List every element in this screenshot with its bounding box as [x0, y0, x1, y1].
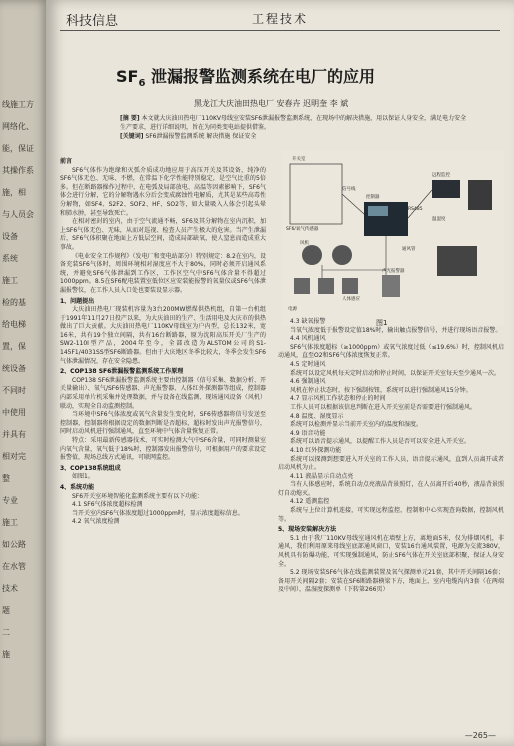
previous-page-text: 设备 [2, 232, 18, 241]
abstract-text: 本文就大庆油田热电厂110KV母线室安装SF6泄漏报警监测系统，在现场中的解决措施，用以保证人身安全，满足电力安全生产要求，进行详细说明，旨在为同类变电站提供借鉴。 [120, 115, 467, 131]
previous-page-text: 施，相 [2, 188, 26, 197]
paragraph: 当有人体感应时，系统自动点亮液晶背景照灯，在人员离开后40秒，液晶背景照灯自动熄灭。 [278, 481, 504, 497]
previous-page-text: 其操作系 [2, 166, 34, 175]
previous-page-text: 中使用 [2, 408, 26, 417]
section-heading: 1、问题提出 [60, 297, 95, 305]
figure-label: 电源 [288, 307, 297, 312]
paragraph: 《电业安全工作规程》（发电厂和变电站部分）特别规定：8.2在室内，设备充装SF6气体时，周围环境相对湿度应不大于80%，同时必须开启通风系统，并避免SF6气体泄漏到工作区，工作区空气中SF6气体含量不得超过1000ppm。8.5在SF6配电装置室低位区应安装能报警的氧量仪或SF6气体泄漏报警仪，在工作人员入口处也要装设显示器。 [60, 252, 266, 294]
sensor-icon [294, 278, 310, 294]
paragraph: 4.8 温度、湿度显示 [290, 412, 344, 420]
tower-pc-icon [468, 180, 492, 210]
paragraph: SF6气体浓度超标（≥1000ppm）或氧气浓度过低（≤19.6%）时，控制风机启动通风，直至O2和SF6气体浓度恢复正常。 [278, 343, 504, 360]
previous-page-text: 并具有 [2, 430, 26, 439]
paragraph: COP138 SF6泄漏报警监测系统主要由控制器（信号采集、数据分析、开关量输出）、氧气/SF6传感器、声光报警器、人体红外探测器等组成，控制器内部采用单片机采集并处理数据，并与设备在线监测、现场通风设备（风机）联动，实现全自动监测控制。 [60, 376, 266, 410]
figure-label: 远程监控 [432, 173, 450, 178]
previous-page-text: 线施工方 [2, 100, 34, 109]
figure-label: 开关室 [292, 157, 306, 162]
previous-page-text: 整 [2, 474, 10, 483]
right-column [278, 318, 504, 595]
system-diagram [282, 150, 504, 325]
previous-page-text: 施工 [2, 518, 18, 527]
paragraph: 大庆油田热电厂现装机容量为3台200MW燃煤供热机组，自第一台机组于1991年11月27日投产以来，为大庆油田的生产、生活用电及大庆市的供热做出了巨大贡献。大庆油田热电厂110KV母线室为户内型，总长132米，宽16米，共有19个独立间隔，共有16台断路器，原为沈阳高压开关厂生产的SW2-110I型产品，2004年至今，全部改造为ALSTOM公司的S1-145F1/4031SS型SF6断路器。但由于大庆地区冬季比较大，冬季会发生SF6气体泄漏情况，存在安全隐患。 [60, 306, 266, 365]
previous-page-text: 如公路 [2, 540, 26, 549]
paragraph: 4.9 语音功能 [290, 429, 326, 437]
paragraph: 特点：采用最新传感器技术，可实时检测大气中SF6含量，可同时测量室内氧气含量，氧气低于18%时，控制器发出报警信号，可根据用户的要求设定报警值，现场总线方式通讯，可联网监控。 [60, 437, 266, 462]
figure-caption: 图1 [376, 319, 388, 327]
sensor-icon-2 [318, 278, 334, 294]
paragraph: 5.2 现场安装SF6气体在线监测装置及氧气探测单元21套，其中开关间隔16套；备用开关间隔2套；安装在SF6断路器横梁下方，地面上，室内电缆沟内3套（在两端及中间），温湿度探测单（下转第266页） [278, 569, 504, 594]
paragraph: 当环境中SF6气体浓度或氧气含量发生变化时，SF6传感器将信号发送至控制器，控制器将根据设定的数据判断是否超标，超标时发出声光报警信号，同时启动风机进行强制通风，直至环境中气体含量恢复正常。 [60, 411, 266, 436]
figure-label: 控制器 [366, 195, 380, 200]
paragraph: 在相对密封的室内，由于空气流通不畅，SF6及其分解物在室内沉积，加上SF6气体无色、无味，从而对巡视、检查人员产生极大的危害。当产生泄漏后，SF6气体积聚在地面上方低层空间，造成局部缺氧，使人窒息而造成重大事故。 [60, 218, 266, 251]
paragraph: 4.1 SF6气体浓度超标检测 [72, 501, 143, 509]
abstract-label: [摘 要] [120, 115, 140, 122]
previous-page-text: 置，保 [2, 342, 26, 351]
alarm-icon [382, 275, 400, 297]
paragraph: 工作人员可以根据该信息判断在进入开关室前是否需要进行强制通风。 [290, 403, 477, 411]
section-heading: 3、COP138系统组成 [60, 464, 121, 472]
previous-page-text: 二 [2, 628, 10, 637]
fan-icon-2 [332, 245, 352, 265]
previous-page-text: 给电梯 [2, 320, 26, 329]
paragraph: 系统可以检测并显示当前开关室内的温度和湿度。 [290, 421, 423, 429]
computer-monitor-icon [432, 180, 460, 198]
paragraph: 当开关室内SF6气体浓度超过1000ppm时，显示浓度超标信息。 [72, 509, 244, 517]
paragraph: 如图1。 [72, 473, 94, 481]
paragraph: SF6开关室环境智能化监测系统主要有以下功能： [72, 492, 204, 500]
authors-line: 黑龙江大庆油田热电厂 安春卉 迟明奎 李 斌 [194, 99, 349, 108]
figure-label: 信号线 [342, 187, 356, 192]
previous-page-text: 相对完 [2, 452, 26, 461]
figure-label: 温湿度 [432, 217, 446, 222]
section-heading: 4、系统功能 [60, 483, 95, 491]
previous-page-text: 施工 [2, 276, 18, 285]
section-heading: 2、COP138 SF6泄漏报警监测系统工作原理 [60, 368, 184, 376]
figure-label: RS485 [408, 207, 423, 212]
section-name: 工程技术 [252, 12, 309, 26]
figure-label: 声光报警器 [382, 269, 405, 274]
paragraph: 当氧气浓度低于报警设定值18%时，输出触点报警信号，并进行现场语音报警。 [290, 326, 502, 334]
figure-label: SF6/氧气传感器 [286, 227, 319, 232]
paragraph: 4.3 缺氧报警 [290, 318, 326, 325]
previous-page-text: 施 [2, 650, 10, 659]
previous-page-text: 技术 [2, 584, 18, 593]
previous-page-text: 不同时 [2, 386, 26, 395]
section-heading: 5、现场安装解决方法 [278, 526, 337, 534]
paragraph: 系统与上位计算机连接，可实现远程监控，控制和中心实现查询数据，控制风机等。 [278, 507, 504, 523]
section-heading: 前言 [60, 158, 73, 165]
paragraph: 系统可以探测到想要进入开关室的工作人员，语音提示通风，直到人员离开或者启动风机为止。 [278, 455, 504, 472]
paragraph: 系统可以语音提示通风，以提醒工作人员是否可以安全进入开关室。 [290, 438, 471, 446]
abstract-block [120, 114, 470, 141]
journal-page [46, 0, 514, 746]
paragraph: 4.4 风机通风 [290, 335, 326, 343]
paragraph: 4.12 遥测监控 [290, 498, 330, 506]
paragraph: 4.11 液晶显示自动点亮 [290, 472, 354, 480]
previous-page-edge [0, 0, 50, 746]
figure-label: 风机 [300, 241, 309, 246]
previous-page-text: 统设备 [2, 364, 26, 373]
previous-page-text: 检的基 [2, 298, 26, 307]
article-title: $SF_6$ 泄漏报警监测系统在电厂的应用 [116, 67, 375, 90]
fan-icon [302, 245, 322, 265]
paragraph: 4.2 氧气浓度检测 [72, 518, 120, 526]
page-number: —265— [464, 731, 496, 740]
paragraph: 系统可以设定风机每天定时启动和停止时间，以保证开关室每天至少通风一次。 [290, 369, 501, 377]
paragraph: 4.7 显示风机工作状态和停止的时间 [290, 395, 386, 403]
previous-page-text: 在水管 [2, 562, 26, 571]
previous-page-text: 题 [2, 606, 10, 615]
previous-page-text: 专业 [2, 496, 18, 505]
left-column [60, 156, 266, 527]
previous-page-text: 网络化、 [2, 122, 34, 131]
paragraph: 风机在停止状态时，按下强制按钮，系统可以进行强制通风15分钟。 [290, 386, 472, 394]
controller-screen-icon [368, 206, 388, 216]
previous-page-text: 系统 [2, 254, 18, 263]
paragraph: 4.10 红外探测功能 [290, 446, 342, 454]
paragraph: SF6气体作为绝缘和灭弧介质成功地应用于高压开关及其设备，纯净的SF6气体无色、无味、不燃，在常温下化学性能特别稳定，是空气比重的5倍多。但在断路器操作过程中，在电弧及局部放电、高温等因素影响下，SF6气体会进行分解，它的分解物遇水分后会变成腐蚀性电解质，尤其是某些高毒性分解物，如SF4、S2F2、SOF2、HF、SO2等，如大量吸入人体会引起头晕和肺水肿，甚至导致死亡。 [60, 166, 266, 217]
figure-label: 人体感应 [342, 297, 360, 302]
magazine-name: 科技信息 [66, 14, 119, 29]
previous-page-text: 与人员会 [2, 210, 34, 219]
figure-label: 通风管 [402, 247, 416, 252]
paragraph: 4.6 强制通风 [290, 378, 326, 386]
running-header [60, 8, 500, 31]
printer-icon [437, 246, 477, 276]
keywords-text: SF6泄漏报警监测系统 解决措施 保证安全 [145, 133, 257, 140]
sensor-icon-3 [342, 278, 358, 294]
previous-page-text: 能，保证 [2, 144, 34, 153]
figure-background [282, 150, 504, 325]
paragraph: 5.1 由于我厂110KV母线室通风机在墙壁上方，离地面5米，仅为排烟风机，非通风，我们利用原来母线室底部通风窗口，安装16台通风装置，电源为交流380V，风机具有防爆功能，可实现强制通风，防止SF6气体在开关室底部积聚，保证人身安全。 [278, 534, 504, 568]
paragraph: 4.5 定时通风 [290, 360, 326, 368]
keywords-label: [关键词] [120, 133, 144, 140]
